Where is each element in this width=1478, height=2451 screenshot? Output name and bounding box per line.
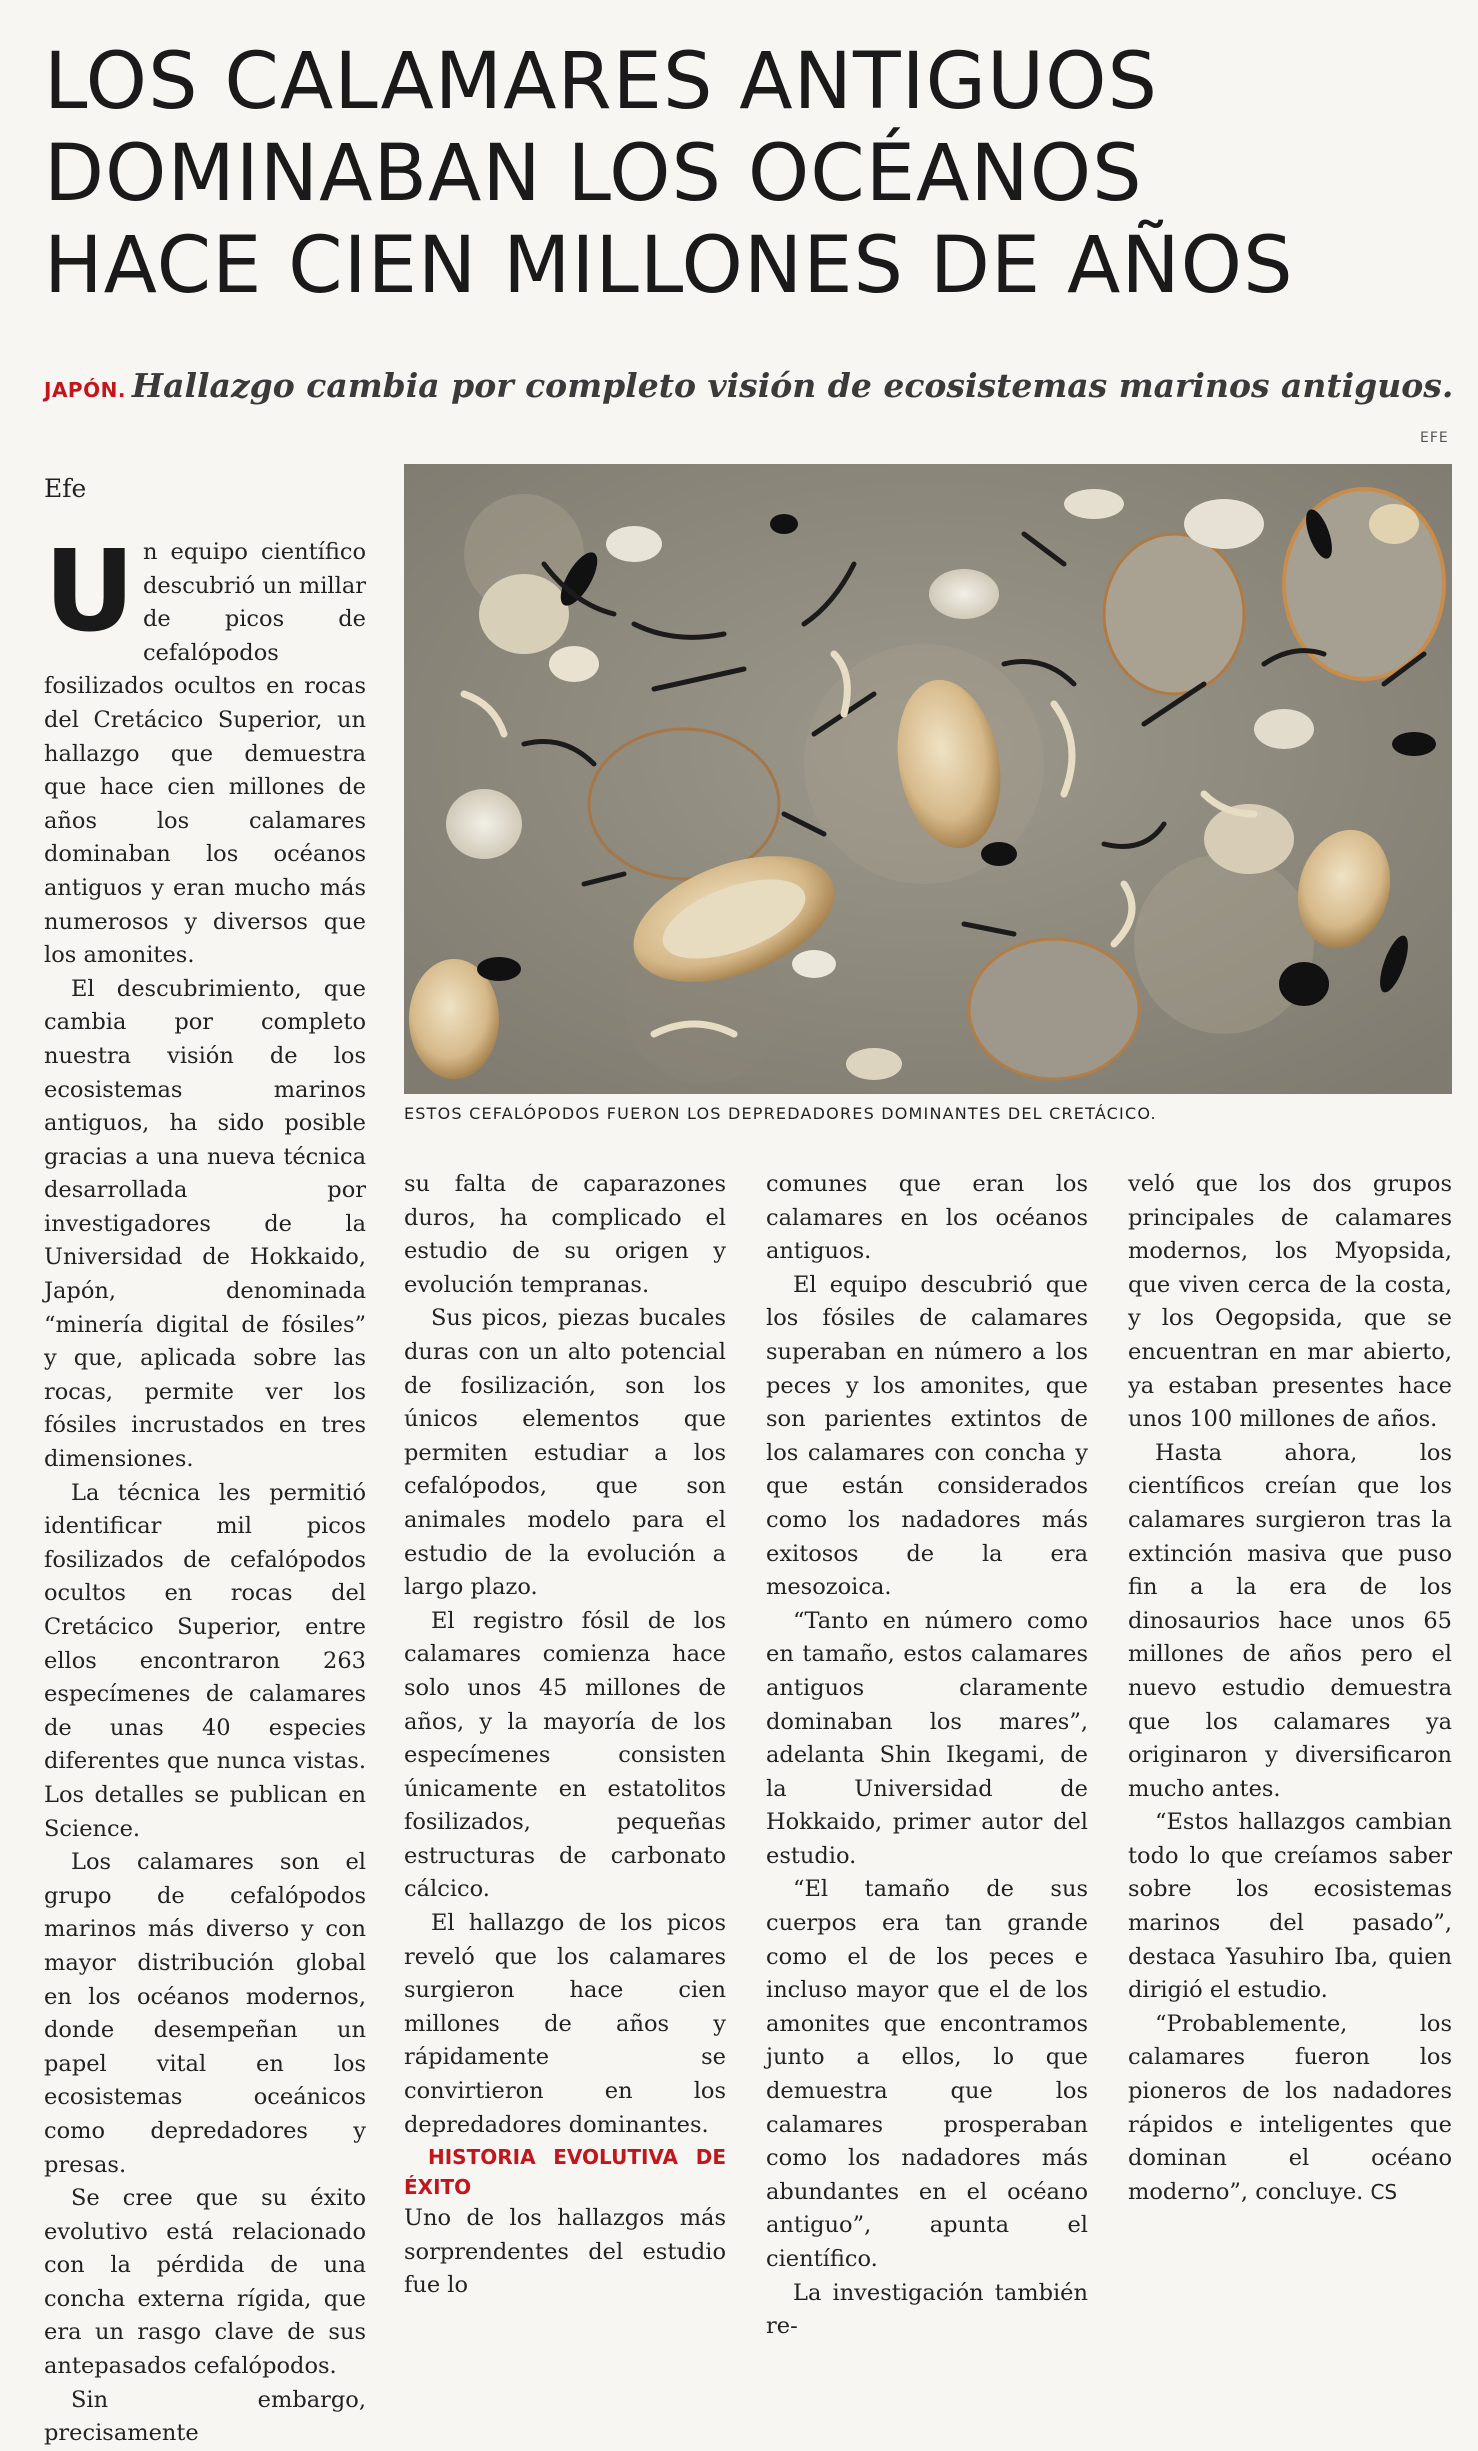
subhead-location: JAPÓN. [44, 378, 126, 402]
photo-caption: ESTOS CEFALÓPODOS FUERON LOS DEPREDADORES DOMINANTES DEL CRETÁCICO. [404, 1104, 1157, 1123]
paragraph-text: “Probablemente, los calamares fueron los pioneros de los nadadores rápidos e inteligentes que dominan el océano moderno”, concluye. [1128, 2010, 1452, 2205]
paragraph: El hallazgo de los picos reveló que los calamares surgieron hace cien millones de años y rápidamente se convirtieron en los depredadores dominantes. [404, 1910, 726, 2138]
article-column-2 [404, 1168, 726, 2303]
byline: Efe [44, 474, 87, 503]
paragraph: su falta de caparazones duros, ha complicado el estudio de su origen y evolución tempranas. [404, 1171, 726, 1298]
paragraph: El equipo descubrió que los fósiles de calamares superaban en número a los peces y los amonites, que son parientes extintos de los calamares con concha y que están considerados como los nadadores más exitosos de la era mesozoica. [766, 1271, 1088, 1601]
paragraph-text: n equipo científico descubrió un millar de picos de cefalópodos fosilizados ocultos en rocas del Cretácico Superior, un hallazgo que demuestra que hace cien millones de años los calamares dominaban los océanos antiguos y eran mucho más numerosos y diversos que los amonites. [44, 539, 366, 969]
paragraph: La técnica les permitió identificar mil picos fosilizados de cefalópodos ocultos en rocas del Cretácico Superior, entre ellos encontraron 263 especímenes de calamares de unas 40 especies diferentes que nunca vistas. Los detalles se publican en Science. [44, 1479, 366, 1842]
end-mark-icon: CS [1370, 2179, 1398, 2204]
fossil-photo-image [404, 464, 1452, 1094]
drop-cap: U [44, 527, 135, 657]
paragraph: “Tanto en número como en tamaño, estos calamares antiguos claramente dominaban los mares”, adelanta Shin Ikegami, de la Universidad de Hokkaido, primer autor del estudio. [766, 1607, 1088, 1869]
headline-line-3: HACE CIEN MILLONES DE AÑOS [44, 221, 1294, 311]
paragraph: La investigación también re- [766, 2279, 1088, 2340]
paragraph: El registro fósil de los calamares comienza hace solo unos 45 millones de años, y la mayoría de los especímenes consisten únicamente en estatolitos fosilizados, pequeñas estructuras de carbonato cálcico. [404, 1607, 726, 1903]
paragraph: “El tamaño de sus cuerpos era tan grande como el de los peces e incluso mayor que el de los amonites que encontramos junto a ellos, lo que demuestra que los calamares prosperaban como los nadadores más abundantes en el océano antiguo”, apunta el científico. [766, 1876, 1088, 2272]
paragraph [44, 527, 366, 973]
paragraph: Sus picos, piezas bucales duras con un alto potencial de fosilización, son los únicos elementos que permiten estudiar a los cefalópodos, que son animales modelo para el estudio de la evolución a largo plazo. [404, 1305, 726, 1601]
headline-line-2: DOMINABAN LOS OCÉANOS [44, 129, 1143, 219]
paragraph: “Estos hallazgos cambian todo lo que creíamos saber sobre los ecosistemas marinos del pasado”, destaca Yasuhiro Iba, quien dirigió el estudio. [1128, 1809, 1452, 2004]
paragraph: Sin embargo, precisamente [44, 2386, 366, 2447]
paragraph: El descubrimiento, que cambia por completo nuestra visión de los ecosistemas marinos antiguos, ha sido posible gracias a una nueva técnica desarrollada por investigadores de la Universidad de Hokkaido, Japón, denominada “minería digital de fósiles” y que, aplicada sobre las rocas, permite ver los fósiles incrustados en tres dimensiones. [44, 975, 366, 1473]
paragraph: Uno de los hallazgos más sorprendentes del estudio fue lo [404, 2205, 726, 2299]
headline [44, 36, 1464, 312]
paragraph: Hasta ahora, los científicos creían que los calamares surgieron tras la extinción masiva que puso fin a la era de los dinosaurios hace unos 65 millones de años pero el nuevo estudio demuestra que los calamares ya originaron y diversificaron mucho antes. [1128, 1439, 1452, 1802]
article-column-3 [766, 1168, 1088, 2344]
article-column-1 [44, 527, 366, 2451]
headline-line-1: LOS CALAMARES ANTIGUOS [44, 37, 1159, 127]
paragraph: Los calamares son el grupo de cefalópodos marinos más diverso y con mayor distribución global en los océanos modernos, donde desempeñan un papel vital en los ecosistemas oceánicos como depredadores y presas. [44, 1849, 366, 2178]
paragraph: veló que los dos grupos principales de calamares modernos, los Myopsida, que viven cerca de la costa, y los Oegopsida, que se encuentran en mar abierto, ya estaban presentes hace unos 100 millones de años. [1128, 1171, 1452, 1433]
section-subtitle: HISTORIA EVOLUTIVA DE ÉXITO [404, 2145, 726, 2200]
photo-credit: EFE [1420, 430, 1449, 446]
paragraph [1128, 2008, 1452, 2210]
subhead-text: Hallazgo cambia por completo visión de ecosistemas marinos antiguos. [131, 366, 1454, 405]
paragraph: comunes que eran los calamares en los océanos antiguos. [766, 1171, 1088, 1265]
paragraph: Se cree que su éxito evolutivo está relacionado con la pérdida de una concha externa rígida, que era un rasgo clave de sus antepasados cefalópodos. [44, 2185, 366, 2380]
subheadline [44, 366, 1464, 405]
article-column-4 [1128, 1168, 1452, 2209]
fossil-photo [404, 464, 1452, 1094]
